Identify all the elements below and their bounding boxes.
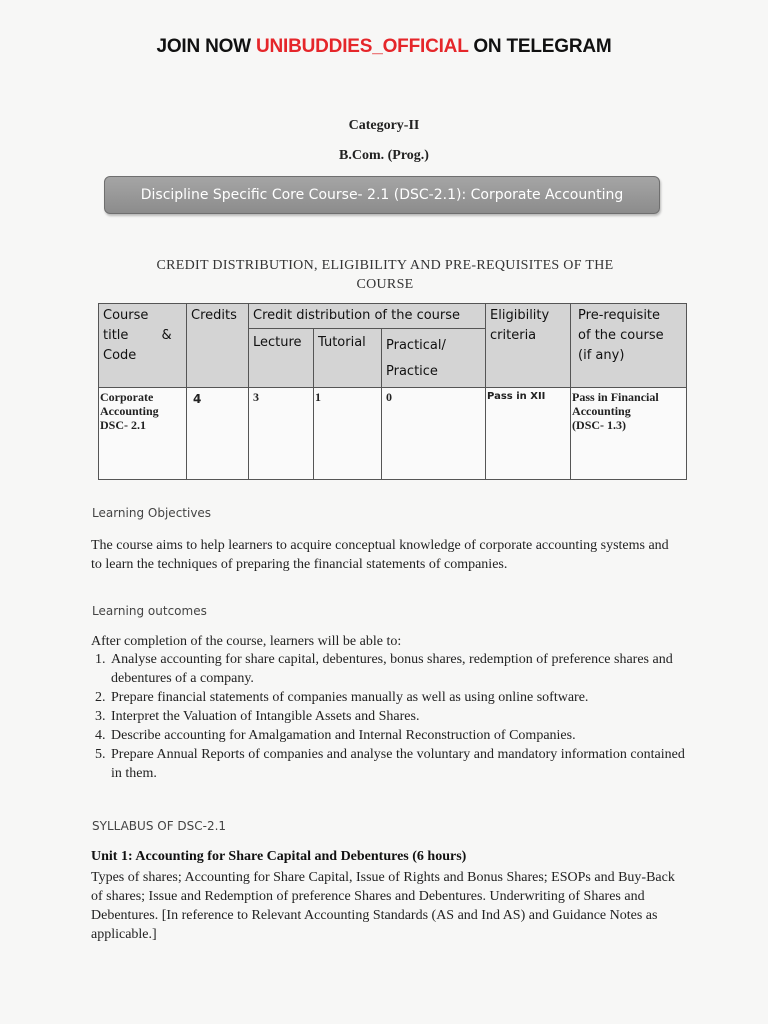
cell-tutorial: 1: [314, 388, 382, 480]
banner-channel: UNIBUDDIES_OFFICIAL: [256, 36, 469, 57]
learning-outcomes-label: Learning outcomes: [92, 604, 207, 618]
header-credit-distribution: Credit distribution of the course: [249, 304, 486, 329]
telegram-banner: [0, 36, 768, 58]
header-text: (if any): [578, 348, 625, 363]
header-text: Code: [103, 348, 137, 363]
category-label: Category-II: [348, 118, 420, 133]
header-text: Practice: [386, 364, 438, 379]
cell-practical: 0: [382, 388, 486, 480]
credit-heading: [110, 256, 660, 294]
cell-course-title: [99, 388, 187, 480]
cell-prerequisite: [571, 388, 687, 480]
program-label: B.Com. (Prog.): [339, 148, 429, 163]
unit1-text: Types of shares; Accounting for Share Capital, Issue of Rights and Bonus Shares; ESOPs and Buy-Back of shares; Issue and Redemption of preference Shares and Debentures. Underwriting of Shares and Debentures. [In reference to Relevant Accounting Standards (AS and Ind AS) and Guidance Notes as applicable.]: [91, 870, 675, 942]
credit-distribution-table: [98, 303, 687, 480]
credit-heading-line1: CREDIT DISTRIBUTION, ELIGIBILITY AND PRE-REQUISITES OF THE: [156, 258, 614, 273]
header-text: title &: [103, 328, 172, 343]
header-text: criteria: [490, 328, 537, 343]
banner-prefix: JOIN NOW: [156, 36, 256, 57]
header-text: Eligibility: [490, 308, 550, 323]
list-item: 2. Prepare financial statements of companies manually as well as using online software.: [109, 688, 689, 707]
header-credits: Credits: [187, 304, 249, 388]
header-text: of the course: [578, 328, 664, 343]
cell-text: Pass in Financial: [572, 390, 659, 404]
syllabus-label: SYLLABUS OF DSC-2.1: [92, 819, 227, 833]
cell-text: Corporate: [100, 390, 154, 404]
cell-eligibility: Pass in XII: [486, 388, 571, 480]
learning-outcomes-intro: After completion of the course, learners will be able to:: [91, 634, 402, 649]
banner-suffix: ON TELEGRAM: [468, 36, 612, 57]
course-title-text: Discipline Specific Core Course- 2.1 (DSC-2.1): Corporate Accounting: [140, 187, 624, 203]
list-item: 3. Interpret the Valuation of Intangible Assets and Shares.: [109, 707, 689, 726]
header-text: Practical/: [386, 338, 446, 353]
table-header-row: [99, 304, 687, 329]
credit-heading-line2: COURSE: [356, 277, 414, 292]
cell-credits: [187, 388, 249, 480]
cell-text: DSC- 2.1: [100, 418, 147, 432]
cell-text: Accounting: [572, 404, 631, 418]
header-prerequisite: [571, 304, 687, 388]
header-text: Pre-requisite: [578, 308, 661, 323]
header-course-title: [99, 304, 187, 388]
cell-text: Accounting: [100, 404, 159, 418]
header-practical: [382, 329, 486, 388]
learning-outcomes-list: [91, 650, 689, 783]
cell-text: (DSC- 1.3): [572, 418, 627, 432]
table-row: [99, 388, 687, 480]
list-item: 1. Analyse accounting for share capital, debentures, bonus shares, redemption of preference shares and debentures of a company.: [109, 650, 689, 688]
header-tutorial: Tutorial: [314, 329, 382, 388]
header-text: Course: [103, 308, 149, 323]
cell-lecture: 3: [249, 388, 314, 480]
unit1-title: Unit 1: Accounting for Share Capital and Debentures (6 hours): [91, 849, 467, 864]
header-eligibility: [486, 304, 571, 388]
course-title-box: [104, 176, 660, 214]
learning-objectives-text: The course aims to help learners to acquire conceptual knowledge of corporate accounting systems and to learn the techniques of preparing the financial statements of companies.: [91, 538, 669, 572]
header-lecture: Lecture: [249, 329, 314, 388]
cell-text: 4: [193, 392, 202, 406]
list-item: 4. Describe accounting for Amalgamation and Internal Reconstruction of Companies.: [109, 726, 689, 745]
learning-objectives-label: Learning Objectives: [92, 506, 212, 520]
list-item: 5. Prepare Annual Reports of companies and analyse the voluntary and mandatory information contained in them.: [109, 745, 689, 783]
